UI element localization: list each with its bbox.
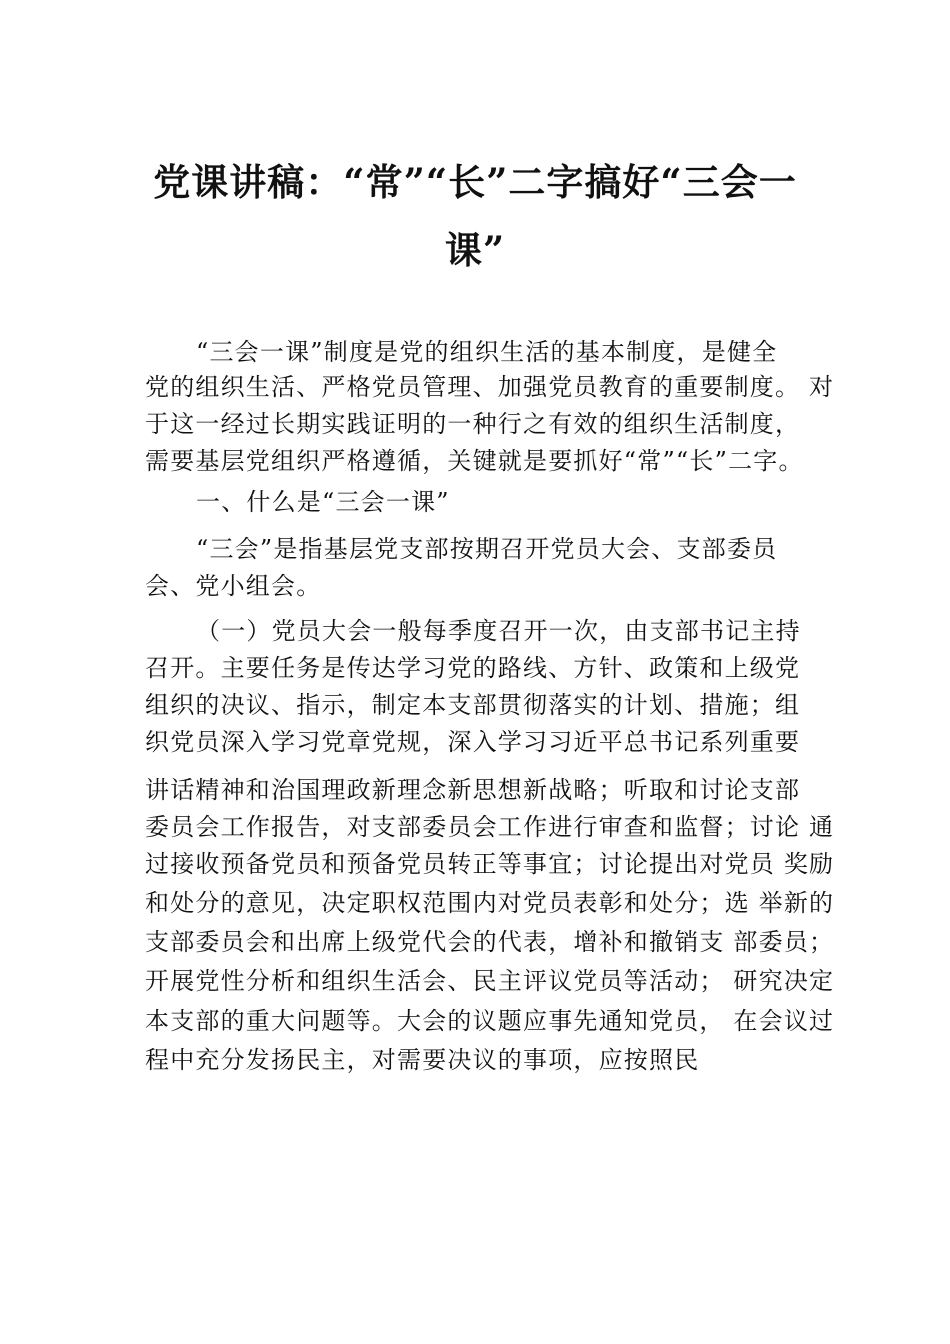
document-title-line-1: 党课讲稿：“常”“长”二字搞好“三会一 [153, 160, 797, 204]
body-line: 组织的决议、指示，制定本支部贯彻落实的计划、措施；组 [145, 691, 801, 719]
section-heading: 一、什么是“三会一课” [196, 488, 450, 516]
body-line: 和处分的意见，决定职权范围内对党员表彰和处分；选 举新的 [145, 889, 835, 917]
body-line: 支部委员会和出席上级党代会的代表，增补和撤销支 部委员； [145, 928, 835, 956]
body-line: 程中充分发扬民主，对需要决议的事项，应按照民 [145, 1046, 700, 1074]
body-line: 于这一经过长期实践证明的一种行之有效的组织生活制度， [145, 410, 801, 438]
body-line: 党的组织生活、严格党员管理、加强党员教育的重要制度。 对 [145, 373, 835, 401]
body-line: 本支部的重大问题等。大会的议题应事先通知党员， 在会议过 [145, 1007, 835, 1035]
body-line: 委员会工作报告，对支部委员会工作进行审查和监督；讨论 通 [145, 813, 835, 841]
document-title-line-2: 课” [444, 228, 506, 272]
body-line: 召开。主要任务是传达学习党的路线、方针、政策和上级党 [145, 654, 801, 682]
body-line: 织党员深入学习党章党规，深入学习习近平总书记系列重要 [145, 728, 801, 756]
body-line: “三会”是指基层党支部按期召开党员大会、支部委员 [196, 535, 778, 563]
body-line: 讲话精神和治国理政新理念新思想新战略；听取和讨论支部 [145, 776, 801, 804]
body-line: 会、党小组会。 [145, 572, 322, 600]
body-line: 需要基层党组织严格遵循，关键就是要抓好“常”“长”二字。 [145, 447, 804, 475]
body-line: 过接收预备党员和预备党员转正等事宜；讨论提出对党员 奖励 [145, 850, 835, 878]
body-line: “三会一课”制度是党的组织生活的基本制度，是健全 [196, 338, 778, 366]
body-line: （一）党员大会一般每季度召开一次，由支部书记主持 [196, 617, 801, 645]
body-line: 开展党性分析和组织生活会、民主评议党员等活动； 研究决定 [145, 967, 835, 995]
